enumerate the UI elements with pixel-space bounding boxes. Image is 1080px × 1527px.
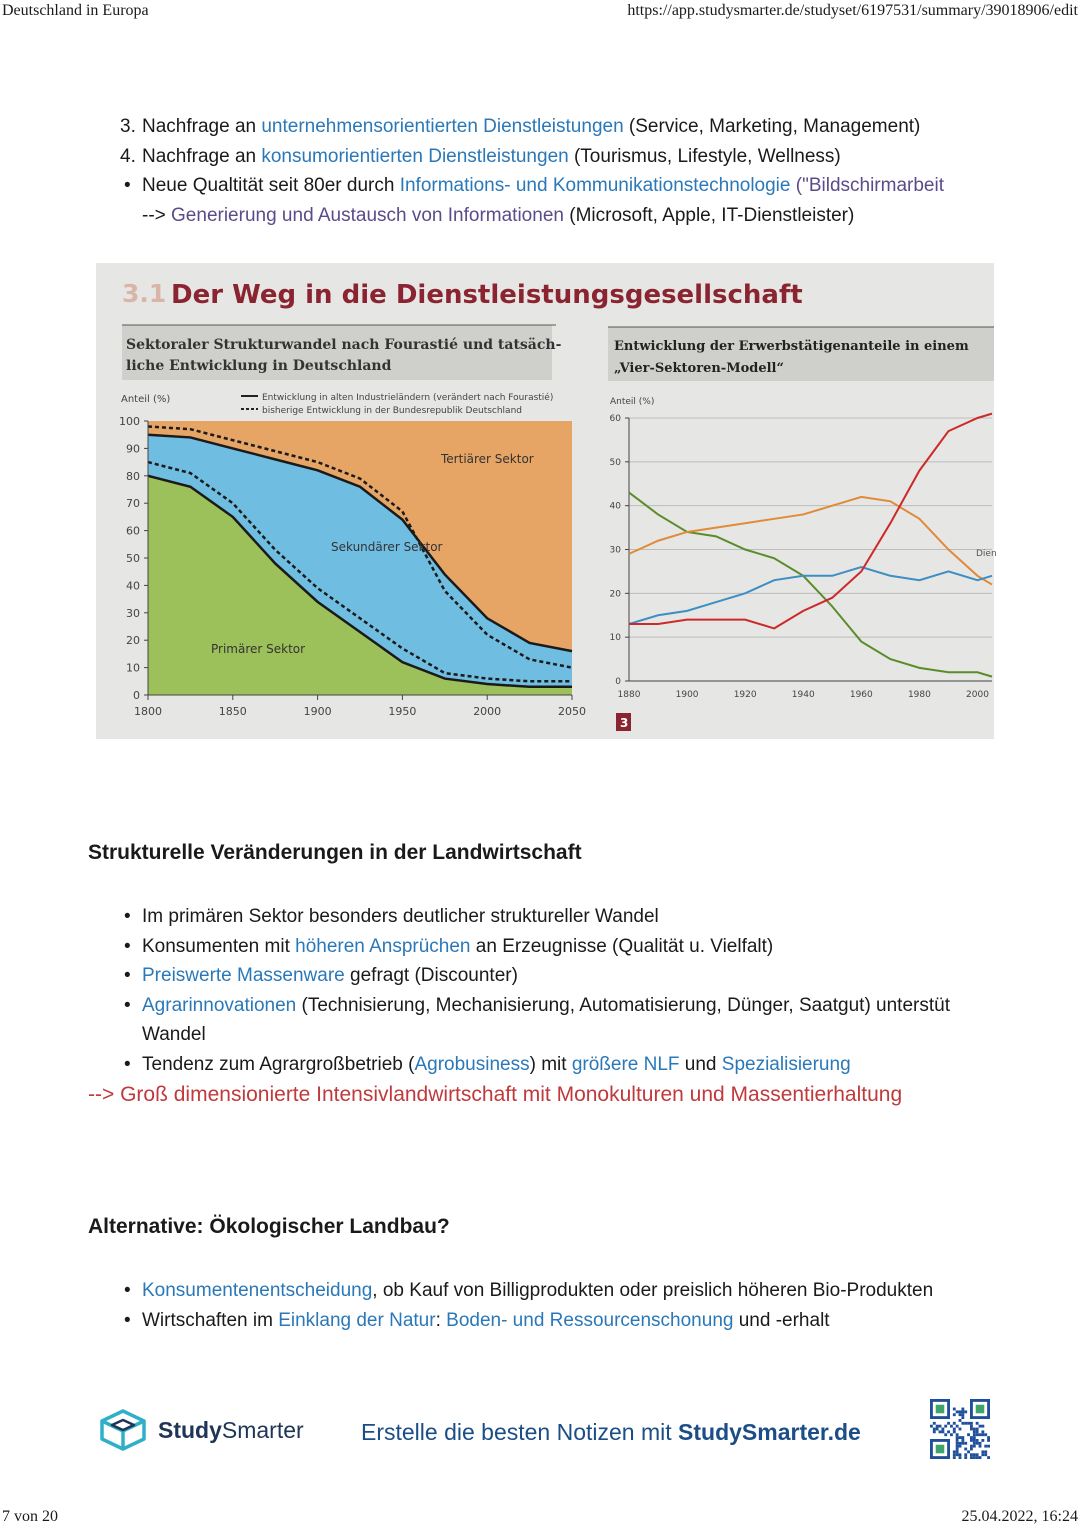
- qr-module: [956, 1445, 959, 1448]
- qr-module: [979, 1433, 982, 1436]
- qr-module: [967, 1433, 970, 1436]
- qr-module: [956, 1433, 959, 1436]
- right-y-tick-label: 0: [615, 677, 621, 687]
- left-y-tick-label: 0: [133, 689, 140, 702]
- qr-module: [961, 1439, 964, 1442]
- qr-module: [961, 1436, 964, 1439]
- qr-module: [987, 1456, 990, 1459]
- right-x-tick-label: 1940: [791, 690, 815, 700]
- left-x-tick-label: 1950: [388, 705, 417, 718]
- qr-module: [936, 1428, 939, 1431]
- brand-name: StudySmarter: [158, 1416, 304, 1443]
- qr-module: [964, 1448, 967, 1451]
- qr-finder-center: [936, 1405, 945, 1414]
- figure-svg: [96, 263, 997, 739]
- qr-module: [981, 1439, 984, 1442]
- qr-module: [984, 1445, 987, 1448]
- organic-list: [120, 1276, 933, 1335]
- qr-module: [961, 1416, 964, 1419]
- agriculture-list: [120, 902, 950, 1079]
- qr-module: [956, 1410, 959, 1413]
- list-item: 3. Nachfrage an unternehmensorientierten Dienstleistungen (Service, Marketing, Management): [120, 116, 921, 137]
- qr-module: [970, 1436, 973, 1439]
- term-link: konsumorientierten Dienstleistungen: [261, 145, 569, 167]
- qr-module: [987, 1436, 990, 1439]
- right-x-tick-label: 1980: [907, 690, 931, 700]
- qr-module: [979, 1425, 982, 1428]
- qr-module: [973, 1436, 976, 1439]
- qr-module: [959, 1436, 962, 1439]
- studysmarter-logo[interactable]: [98, 1408, 304, 1452]
- qr-module: [953, 1428, 956, 1431]
- qr-module: [973, 1442, 976, 1445]
- legend-dashed: bisherige Entwicklung in der Bundesrepublik Deutschland: [262, 406, 522, 416]
- qr-module: [970, 1445, 973, 1448]
- qr-module: [973, 1453, 976, 1456]
- qr-module: [953, 1413, 956, 1416]
- qr-module: [959, 1456, 962, 1459]
- left-y-label: Anteil (%): [121, 394, 171, 405]
- qr-module: [956, 1453, 959, 1456]
- left-y-tick-label: 20: [126, 634, 140, 648]
- qr-module: [984, 1433, 987, 1436]
- qr-module: [981, 1450, 984, 1453]
- left-y-tick-label: 30: [126, 606, 140, 620]
- qr-module: [984, 1450, 987, 1453]
- section-heading-landwirtschaft: Strukturelle Veränderungen in der Landwirtschaft: [88, 841, 582, 864]
- qr-module: [970, 1456, 973, 1459]
- term-link: Konsumentenentscheidung: [142, 1280, 373, 1301]
- qr-module: [956, 1439, 959, 1442]
- qr-module: [970, 1453, 973, 1456]
- qr-module: [956, 1450, 959, 1453]
- footer-page: 7 von 20: [2, 1508, 58, 1525]
- qr-module: [953, 1456, 956, 1459]
- qr-module: [961, 1413, 964, 1416]
- studysmarter-cube-icon: [98, 1408, 148, 1452]
- qr-module: [956, 1448, 959, 1451]
- qr-module: [976, 1442, 979, 1445]
- qr-module: [950, 1433, 953, 1436]
- term-link: Informations- und Kommunikationstechnologie: [399, 175, 791, 196]
- list-item: • Preiswerte Massenware gefragt (Discounter): [120, 961, 950, 991]
- qr-module: [941, 1430, 944, 1433]
- right-y-tick-label: 10: [609, 633, 621, 644]
- right-x-tick-label: 1920: [733, 690, 757, 700]
- qr-module: [973, 1445, 976, 1448]
- right-y-tick-label: 40: [609, 501, 621, 512]
- textbook-figure-photo: [96, 263, 997, 739]
- left-x-tick-label: 2050: [558, 705, 586, 718]
- left-y-tick-label: 10: [126, 661, 140, 675]
- qr-finder-center: [936, 1445, 945, 1454]
- list-item: 4. Nachfrage an konsumorientierten Dienstleistungen (Tourismus, Lifestyle, Wellness): [120, 145, 841, 167]
- section-heading-oekolandbau: Alternative: Ökologischer Landbau?: [88, 1215, 450, 1238]
- qr-module: [953, 1430, 956, 1433]
- term-link: Generierung und Austausch von Informationen: [171, 204, 564, 226]
- left-y-tick-label: 100: [119, 415, 140, 428]
- footer-slogan[interactable]: Erstelle die besten Notizen mit StudySmarter.de: [361, 1419, 861, 1445]
- qr-module: [967, 1422, 970, 1425]
- qr-module: [981, 1425, 984, 1428]
- left-area-chart: [119, 415, 586, 718]
- qr-module: [944, 1433, 947, 1436]
- qr-module: [987, 1439, 990, 1442]
- qr-module: [941, 1428, 944, 1431]
- left-x-tick-label: 1800: [134, 705, 162, 718]
- qr-module: [967, 1450, 970, 1453]
- qr-module: [953, 1422, 956, 1425]
- qr-module: [984, 1453, 987, 1456]
- right-x-tick-label: 1900: [675, 690, 699, 700]
- term-link: größere NLF: [571, 1053, 680, 1075]
- figure-title: Der Weg in die Dienstleistungsgesellschaft: [171, 280, 803, 310]
- header-title: Deutschland in Europa: [2, 2, 149, 19]
- qr-module: [976, 1430, 979, 1433]
- qr-module: [964, 1410, 967, 1413]
- right-x-tick-label: 1960: [849, 690, 873, 700]
- qr-module: [976, 1428, 979, 1431]
- qr-module: [970, 1422, 973, 1425]
- left-x-tick-label: 1850: [218, 705, 247, 718]
- left-heading-2: liche Entwicklung in Deutschland: [126, 358, 392, 374]
- list-item: • Tendenz zum Agrargroßbetrieb (Agrobusiness) mit größere NLF und Spezialisierung: [120, 1050, 950, 1080]
- qr-code-icon[interactable]: [930, 1399, 990, 1459]
- tertiary-sector-label: Tertiärer Sektor: [441, 452, 534, 466]
- qr-module: [933, 1428, 936, 1431]
- qr-module: [947, 1430, 950, 1433]
- qr-module: [976, 1456, 979, 1459]
- qr-module: [961, 1408, 964, 1411]
- qr-module: [964, 1456, 967, 1459]
- qr-module: [981, 1430, 984, 1433]
- qr-module: [964, 1442, 967, 1445]
- right-y-tick-label: 30: [609, 545, 621, 556]
- qr-module: [950, 1425, 953, 1428]
- secondary-sector-label: Sekundärer Sektor: [331, 540, 443, 554]
- right-x-tick-label: 1880: [617, 690, 641, 700]
- qr-module: [976, 1422, 979, 1425]
- term-link: Agrarinnovationen: [142, 994, 297, 1016]
- qr-module: [961, 1442, 964, 1445]
- list-item-continuation: Wandel: [142, 1024, 206, 1045]
- term-link: Preiswerte Massenware: [142, 965, 345, 986]
- qr-module: [933, 1422, 936, 1425]
- right-y-tick-label: 60: [609, 414, 621, 424]
- qr-module: [981, 1453, 984, 1456]
- qr-module: [973, 1439, 976, 1442]
- qr-module: [981, 1433, 984, 1436]
- qr-module: [933, 1430, 936, 1433]
- qr-module: [953, 1453, 956, 1456]
- qr-module: [959, 1453, 962, 1456]
- qr-module: [979, 1442, 982, 1445]
- qr-module: [973, 1433, 976, 1436]
- left-y-tick-label: 60: [126, 524, 140, 538]
- figure-badge-label: 3: [620, 716, 629, 730]
- qr-module: [930, 1425, 933, 1428]
- qr-module: [936, 1425, 939, 1428]
- primary-sector-label: Primärer Sektor: [211, 642, 306, 656]
- qr-module: [970, 1439, 973, 1442]
- qr-module: [959, 1419, 962, 1422]
- qr-finder-center: [976, 1405, 985, 1414]
- qr-module: [964, 1422, 967, 1425]
- qr-module: [939, 1430, 942, 1433]
- conclusion-text: --> Groß dimensionierte Intensivlandwirtschaft mit Monokulturen und Massentierhaltung: [88, 1083, 903, 1106]
- left-y-tick-label: 50: [126, 552, 140, 565]
- qr-module: [947, 1422, 950, 1425]
- qr-module: [970, 1428, 973, 1431]
- qr-module: [973, 1428, 976, 1431]
- service-list: [120, 112, 944, 230]
- term-link: Spezialisierung: [721, 1053, 851, 1075]
- qr-module: [976, 1453, 979, 1456]
- right-x-tick-label: 2000: [966, 690, 989, 700]
- qr-module: [987, 1445, 990, 1448]
- list-item: • Konsumentenentscheidung, ob Kauf von Billigprodukten oder preislich höheren Bio-Produkten: [120, 1276, 933, 1306]
- header-url[interactable]: https://app.studysmarter.de/studyset/6197531/summary/39018906/edit: [627, 2, 1078, 19]
- left-x-tick-label: 2000: [473, 705, 502, 718]
- term-link: Agrobusiness: [414, 1053, 530, 1075]
- term-link: höheren Ansprüchen: [295, 935, 471, 957]
- term-link: Einklang der Natur: [278, 1309, 436, 1331]
- right-heading-2: „Vier-Sektoren-Modell“: [614, 361, 784, 376]
- qr-module: [979, 1445, 982, 1448]
- qr-module: [959, 1413, 962, 1416]
- list-item: • Neue Qualtität seit 80er durch Informations- und Kommunikationstechnologie ("Bildschirmarbeit: [120, 171, 944, 201]
- left-x-tick-label: 1900: [303, 705, 332, 718]
- left-y-tick-label: 70: [126, 497, 140, 511]
- term-link: unternehmensorientierten Dienstleistungen: [261, 116, 624, 137]
- qr-module: [959, 1445, 962, 1448]
- qr-module: [961, 1410, 964, 1413]
- qr-module: [959, 1442, 962, 1445]
- list-item: • Wirtschaften im Einklang der Natur: Boden- und Ressourcenschonung und -erhalt: [120, 1306, 933, 1336]
- qr-module: [959, 1428, 962, 1431]
- right-series-label: Dien: [976, 549, 997, 559]
- figure-number: 3.1: [122, 279, 167, 308]
- qr-module: [956, 1425, 959, 1428]
- qr-module: [956, 1442, 959, 1445]
- qr-module: [973, 1430, 976, 1433]
- qr-module: [976, 1439, 979, 1442]
- right-heading-1: Entwicklung der Erwerbstätigenanteile in einem: [614, 339, 969, 354]
- right-y-tick-label: 50: [609, 457, 621, 468]
- qr-module: [956, 1436, 959, 1439]
- qr-module: [953, 1450, 956, 1453]
- qr-module: [953, 1408, 956, 1411]
- left-y-tick-label: 40: [126, 579, 140, 593]
- term-link: Boden- und Ressourcenschonung: [446, 1309, 734, 1331]
- list-item: • Im primären Sektor besonders deutlicher struktureller Wandel: [120, 902, 950, 932]
- qr-module: [976, 1433, 979, 1436]
- qr-module: [944, 1425, 947, 1428]
- list-item-continuation: --> Generierung und Austausch von Informationen (Microsoft, Apple, IT-Dienstleister): [142, 204, 855, 226]
- qr-module: [970, 1448, 973, 1451]
- left-y-tick-label: 80: [126, 469, 140, 483]
- left-heading-1: Sektoraler Strukturwandel nach Fourastié und tatsäch-: [126, 337, 562, 353]
- footer-date: 25.04.2022, 16:24: [961, 1508, 1078, 1525]
- qr-module: [939, 1425, 942, 1428]
- right-y-tick-label: 20: [609, 589, 621, 600]
- qr-module: [961, 1422, 964, 1425]
- list-item: • Agrarinnovationen (Technisierung, Mechanisierung, Automatisierung, Dünger, Saatgut) unterstüt: [120, 991, 950, 1021]
- qr-module: [970, 1425, 973, 1428]
- qr-module: [959, 1410, 962, 1413]
- qr-module: [973, 1456, 976, 1459]
- qr-module: [979, 1456, 982, 1459]
- legend-solid: Entwicklung in alten Industrieländern (verändert nach Fourastié): [262, 393, 554, 403]
- list-item: • Konsumenten mit höheren Ansprüchen an Erzeugnisse (Qualität u. Vielfalt): [120, 932, 950, 962]
- qr-module: [964, 1453, 967, 1456]
- right-y-label: Anteil (%): [610, 397, 655, 407]
- left-y-tick-label: 90: [126, 442, 140, 456]
